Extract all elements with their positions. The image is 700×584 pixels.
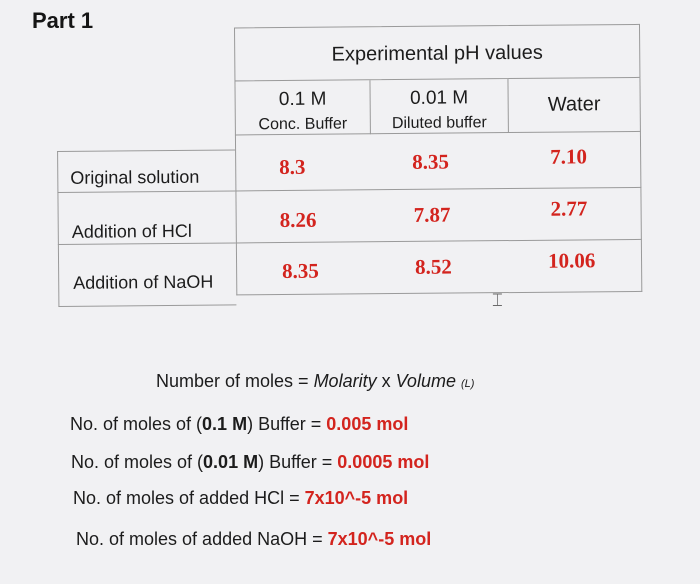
formula-times: x bbox=[376, 371, 396, 391]
column-header-diluted-buffer bbox=[370, 79, 508, 134]
text-cursor-icon: ⌶ bbox=[492, 290, 503, 311]
value-hcl-conc: 8.26 bbox=[279, 207, 317, 233]
table-header: Experimental pH values bbox=[331, 41, 543, 66]
calc-answer: 7x10^-5 mol bbox=[327, 529, 432, 549]
row-label-original: Original solution bbox=[70, 166, 200, 188]
formula-unit: (L) bbox=[460, 378, 475, 390]
calc-line-diluted-buffer bbox=[71, 452, 429, 473]
calc-text: ) Buffer = bbox=[247, 414, 327, 434]
ph-table bbox=[56, 24, 642, 308]
row-label-cell bbox=[58, 243, 237, 307]
table-header-cell bbox=[234, 24, 640, 82]
column-header-line1: 0.1 M bbox=[278, 88, 327, 111]
calc-line-naoh bbox=[76, 529, 431, 550]
column-header-line1: Water bbox=[547, 93, 601, 116]
calc-text: No. of moles of added HCl = bbox=[73, 488, 305, 508]
column-header-line2: Conc. Buffer bbox=[258, 115, 348, 134]
part-title: Part 1 bbox=[32, 8, 94, 33]
calc-key: 0.1 M bbox=[202, 414, 248, 434]
row-label-cell bbox=[57, 149, 235, 193]
calc-text: No. of moles of added NaOH = bbox=[76, 529, 328, 549]
row-label-naoh: Addition of NaOH bbox=[73, 271, 214, 293]
calc-line-hcl bbox=[73, 488, 408, 509]
calc-answer: 0.0005 mol bbox=[337, 452, 430, 472]
calc-text: No. of moles of ( bbox=[70, 414, 203, 434]
column-header-water bbox=[508, 78, 640, 133]
row-label-hcl: Addition of HCl bbox=[71, 220, 192, 242]
row-label-cell bbox=[57, 191, 235, 245]
column-header-line2: Diluted buffer bbox=[391, 114, 487, 133]
calc-text: ) Buffer = bbox=[258, 452, 338, 472]
value-original-water: 7.10 bbox=[550, 144, 587, 169]
formula-molarity: Molarity bbox=[313, 371, 377, 391]
value-naoh-conc: 8.35 bbox=[282, 258, 319, 284]
calc-line-conc-buffer bbox=[70, 414, 408, 435]
column-header-conc-buffer bbox=[234, 80, 370, 135]
calc-text: No. of moles of ( bbox=[71, 452, 204, 472]
column-header-line1: 0.01 M bbox=[409, 87, 469, 109]
calc-answer: 7x10^-5 mol bbox=[304, 488, 409, 508]
value-original-diluted: 8.35 bbox=[412, 149, 450, 174]
calc-answer: 0.005 mol bbox=[326, 414, 409, 434]
value-naoh-water: 10.06 bbox=[547, 248, 596, 273]
value-naoh-diluted: 8.52 bbox=[414, 254, 452, 279]
formula-volume: Volume bbox=[395, 371, 456, 391]
formula-prefix: Number of moles = bbox=[156, 371, 314, 391]
calc-key: 0.01 M bbox=[203, 452, 259, 472]
value-hcl-water: 2.77 bbox=[550, 196, 588, 221]
value-hcl-diluted: 7.87 bbox=[413, 202, 451, 227]
moles-formula bbox=[156, 371, 474, 392]
value-original-conc: 8.3 bbox=[279, 154, 306, 180]
